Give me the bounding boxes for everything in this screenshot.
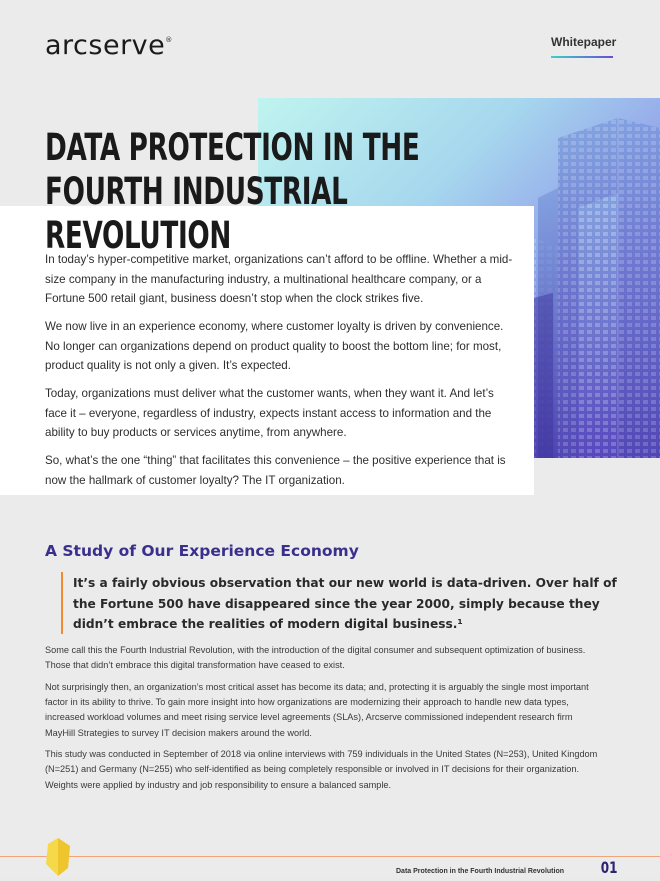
- section-heading: A Study of Our Experience Economy: [45, 542, 359, 560]
- footer-title: Data Protection in the Fourth Industrial Revolution: [396, 868, 565, 875]
- pull-quote: It’s a fairly obvious observation that our new world is data-driven. Over half of the Fortune 500 have disappeared since the year 2000, simply because they didn’t embrace the realities of modern digital business.¹: [73, 576, 617, 631]
- intro-paragraph: Today, organizations must deliver what the customer wants, when they want it. And let’s face it – everyone, regardless of industry, expects instant access to information and the ability to buy products or services anytime, from anywhere.: [45, 387, 494, 439]
- intro-paragraph: We now live in an experience economy, where customer loyalty is driven by convenience. No longer can organizations depend on product quality to boost the bottom line; for most, product quality is not only a given. It’s expected.: [45, 320, 504, 372]
- intro-text: [45, 250, 515, 499]
- footer-rule: [0, 856, 660, 857]
- page-number: 01: [600, 858, 618, 877]
- body-paragraph: This study was conducted in September of 2018 via online interviews with 759 individuals in the United States (N=253), United Kingdom (N=251) and Germany (N=255) who self-identified as being completely responsible or involved in IT decisions for their organization. Weights were applied by industry and job responsibility to ensure a balanced sample.: [45, 749, 598, 790]
- document-title: DATA PROTECTION IN THE FOURTH INDUSTRIAL REVOLUTION: [45, 126, 420, 257]
- quote-accent-bar: [61, 572, 63, 634]
- body-paragraph: Not surprisingly then, an organization’s most critical asset has become its data; and, protecting it is arguably the single most important factor in its ability to thrive. To gain more insight into how organizations are modernizing their approach to handle new data types, increased workload volumes and meet rising service level agreements (SLAs), Arcserve commissioned independent research firm MayHill Strategies to survey IT decision makers around the world.: [45, 681, 589, 738]
- body-paragraph: Some call this the Fourth Industrial Revolution, with the introduction of the digital consumer and subsequent optimization of business. Those that didn’t embrace this digital transformation have ceased to exist.: [45, 645, 586, 671]
- study-body: [45, 643, 605, 799]
- document-type-label: Whitepaper: [551, 35, 617, 49]
- doc-type-underline: [551, 56, 613, 58]
- arcserve-shield-icon: [44, 838, 72, 881]
- intro-paragraph: In today’s hyper-competitive market, organizations can’t afford to be offline. Whether a mid-size company in the manufacturing industry, a multinational healthcare company, or a Fortune 500 retail giant, business doesn’t stop when the clock strikes five.: [45, 253, 513, 305]
- intro-paragraph: So, what’s the one “thing” that facilitates this convenience – the positive experience that is now the hallmark of customer loyalty? The IT organization.: [45, 454, 506, 487]
- arcserve-logo[interactable]: arcserve®: [45, 30, 173, 61]
